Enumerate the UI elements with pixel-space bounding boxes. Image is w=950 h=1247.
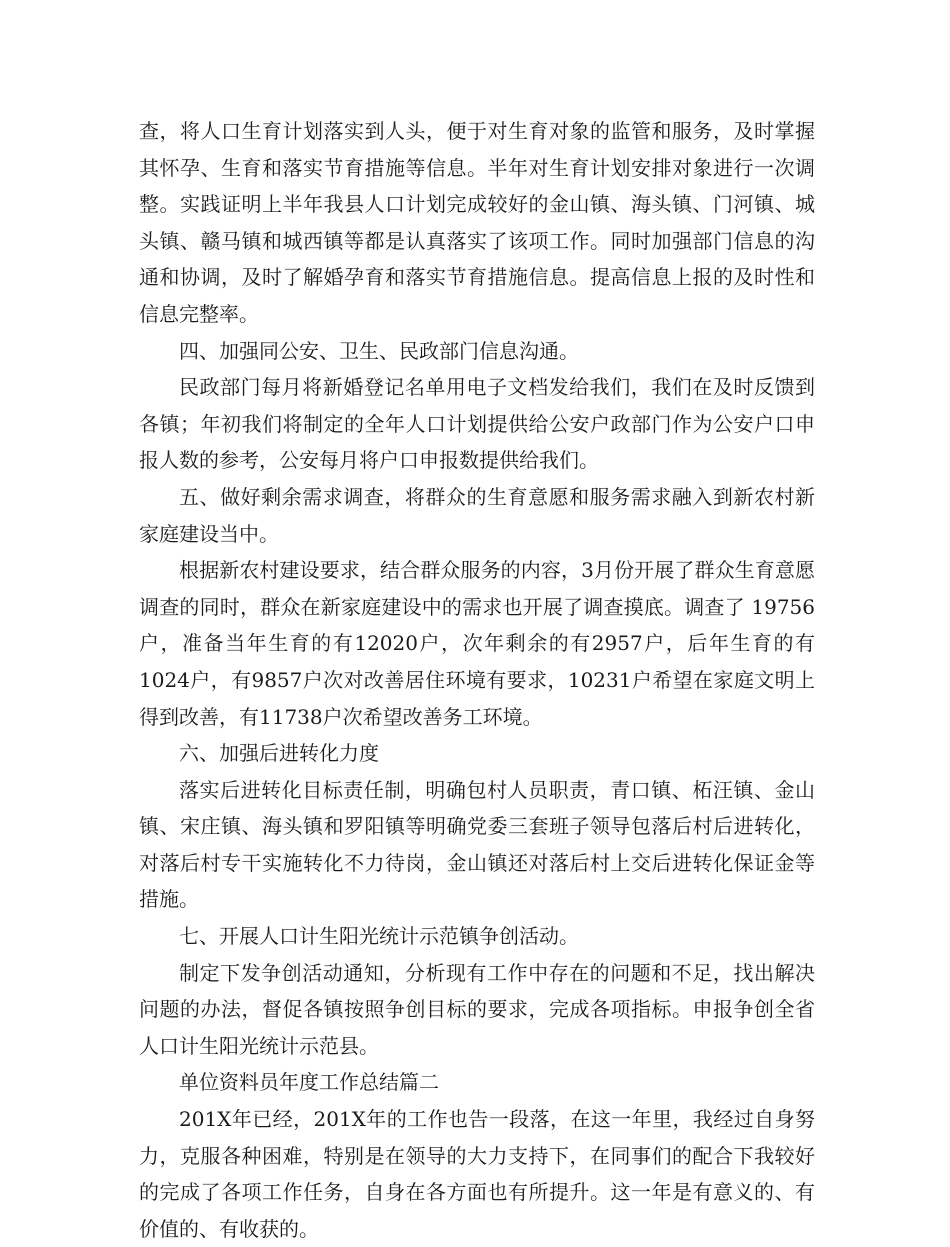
- section-heading-7: 七、开展人口计生阳光统计示范镇争创活动。: [179, 924, 579, 949]
- section-heading-6: 六、加强后进转化力度: [179, 741, 379, 766]
- document-body: [139, 113, 815, 1247]
- paragraph-section-5: 根据新农村建设要求，结合群众服务的内容，3月份开展了群众生育意愿调查的同时，群众在新家庭建设中的需求也开展了调查摸底。调查了 19756户，准备当年生育的有12020户，次年剩余的有2957户，后年生育的有1024户，有9857户次对改善居住环境有要求，10231户希望在家庭文明上得到改善，有11738户次希望改善务工环境。: [139, 558, 815, 729]
- paragraph-part-2-intro: 201X年已经，201X年的工作也告一段落，在这一年里，我经过自身努力，克服各种困难，特别是在领导的大力支持下，在同事们的配合下我较好的完成了各项工作任务，自身在各方面也有所提升。这一年是有意义的、有价值的、有收获的。: [139, 1107, 815, 1241]
- section-heading-4: 四、加强同公安、卫生、民政部门信息沟通。: [179, 338, 579, 363]
- section-heading-5: 五、做好剩余需求调查，将群众的生育意愿和服务需求融入到新农村新家庭建设当中。: [139, 484, 815, 546]
- paragraph-section-4: 民政部门每月将新婚登记名单用电子文档发给我们，我们在及时反馈到各镇；年初我们将制定的全年人口计划提供给公安户政部门作为公安户口申报人数的参考，公安每月将户口申报数提供给我们。: [139, 375, 815, 473]
- paragraph-section-6: 落实后进转化目标责任制，明确包村人员职责，青口镇、柘汪镇、金山镇、宋庄镇、海头镇和罗阳镇等明确党委三套班子领导包落后村后进转化，对落后村专干实施转化不力待岗，金山镇还对落后村上交后进转化保证金等措施。: [139, 777, 815, 912]
- paragraph-section-7: 制定下发争创活动通知，分析现有工作中存在的问题和不足，找出解决问题的办法，督促各镇按照争创目标的要求，完成各项指标。申报争创全省人口计生阳光统计示范县。: [139, 960, 815, 1058]
- paragraph-continuation: 查，将人口生育计划落实到人头，便于对生育对象的监管和服务，及时掌握其怀孕、生育和落实节育措施等信息。半年对生育计划安排对象进行一次调整。实践证明上半年我县人口计划完成较好的金山镇、海头镇、门河镇、城头镇、赣马镇和城西镇等都是认真落实了该项工作。同时加强部门信息的沟通和协调，及时了解婚孕育和落实节育措施信息。提高信息上报的及时性和信息完整率。: [139, 119, 815, 326]
- article-title-part-2: 单位资料员年度工作总结篇二: [179, 1070, 439, 1095]
